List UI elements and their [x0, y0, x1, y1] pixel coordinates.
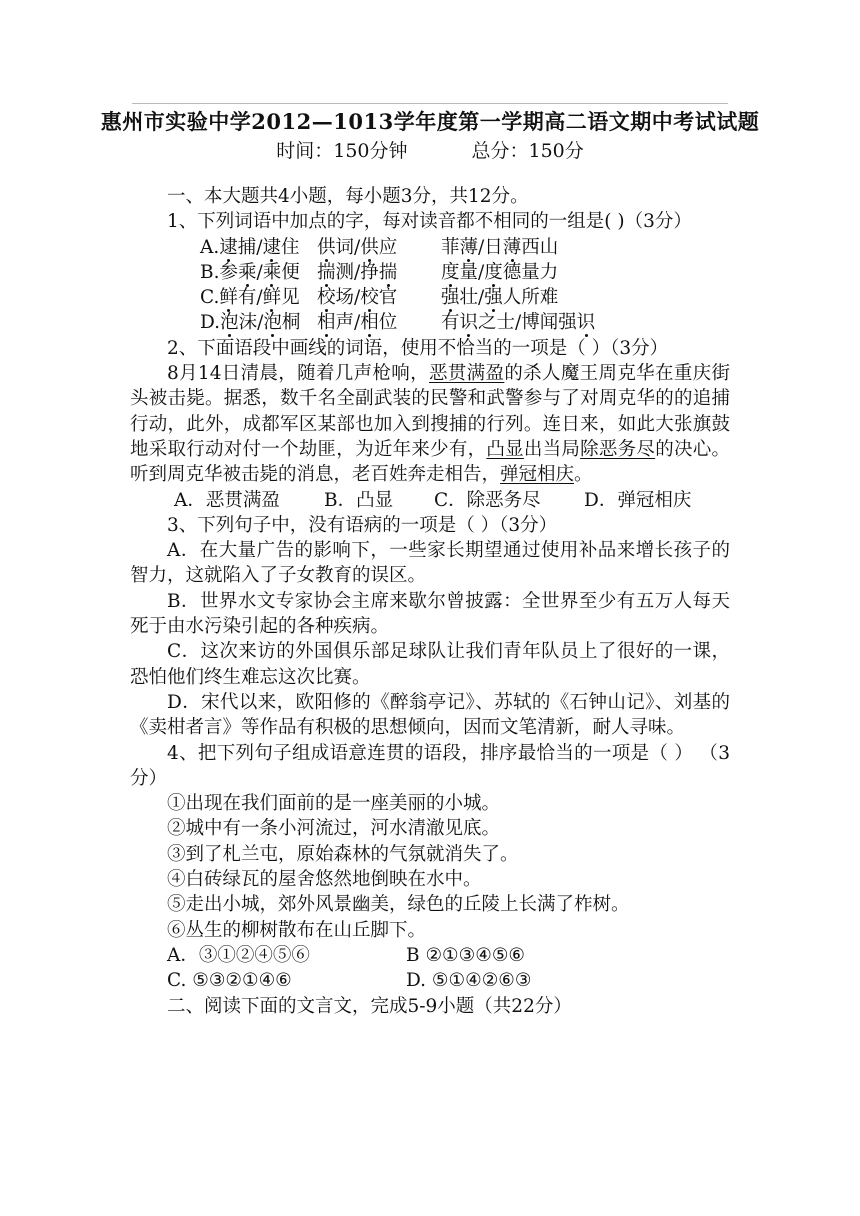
q1-b-part2: 揣测/挣揣 [317, 261, 398, 283]
q1-option-c [130, 285, 730, 310]
header-rule [132, 103, 728, 104]
q2-option-a: A．恶贯满盈 [174, 489, 280, 511]
q4-sentence-3: ③到了札兰屯，原始森林的气氛就消失了。 [167, 843, 519, 865]
q4-sentence-1: ①出现在我们面前的是一座美丽的小城。 [167, 793, 501, 815]
q2-passage-text: 出当局 [523, 438, 581, 460]
q1-stem: 1、下列词语中加点的字，每对读音都不相同的一组是( )（3分） [167, 211, 692, 233]
section2-heading: 二、阅读下面的文言文，完成5-9小题（共22分） [167, 995, 572, 1017]
q4-options-row1 [130, 943, 730, 968]
q2-passage-text: 。 [574, 464, 593, 486]
q2-stem: 2、下面语段中画线的词语，使用不恰当的一项是（ ）（3分） [167, 337, 669, 359]
q1-d-part1: D.泡沫/泡桐 [200, 312, 301, 334]
q3-option-a: A．在大量广告的影响下，一些家长期望通过使用补品来增长孩子的智力，这就陷入了子女教育的误区。 [130, 540, 730, 587]
q2-passage-text: 的杀人魔王周克华在重庆街头被击毙。据悉，数千名全副武装的民警和武警参与了对周克华的的追捕行动，此外，成都军区某部也加入到搜捕的行列。连日来，如此大张旗鼓地采取行动对付一个劫匪，为近年来少有， [130, 363, 730, 460]
exam-body [130, 184, 730, 1019]
q1-c-part2: 校场/校官 [317, 287, 398, 309]
q4-option-d: D. ⑤①④②⑥③ [406, 970, 532, 992]
q4-stem: 4、把下列句子组成语意连贯的语段，排序最恰当的一项是（ ） （3分） [130, 742, 730, 789]
q1-d-part3: 有识之士/博闻强识 [441, 312, 596, 334]
q1-a-part3: 菲薄/日薄西山 [441, 236, 559, 258]
q2-passage-text: 8月14日清晨，随着几声枪响， [167, 363, 429, 385]
q4-option-b: B ②①③④⑤⑥ [406, 944, 525, 966]
q1-a-part1: A.逮捕/逮住 [200, 236, 300, 258]
q2-passage-text: 的决心。听到周克华被击毙的消息，老百姓奔走相告， [130, 438, 730, 486]
q2-term-d: 弹冠相庆 [500, 464, 575, 486]
q1-option-d [130, 310, 730, 335]
exam-title: 惠州市实验中学2012—1013学年度第一学期高二语文期中考试试题 [100, 109, 760, 134]
q1-c-part3: 强壮/强人所难 [441, 287, 559, 309]
q4-option-c: C. ⑤③②①④⑥ [167, 970, 292, 992]
q4-sentence-6: ⑥丛生的柳树散布在山丘脚下。 [167, 919, 427, 941]
q3-stem: 3、下列句子中，没有语病的一项是（ ）（3分） [167, 514, 558, 536]
time-label: 时间：150分钟 [276, 140, 408, 162]
q4-sentence-5: ⑤走出小城，郊外风景幽美，绿色的丘陵上长满了柞树。 [167, 894, 630, 916]
q1-b-part1: B.参乘/乘便 [200, 261, 300, 283]
exam-subtitle [0, 136, 860, 163]
score-label: 总分：150分 [471, 140, 584, 162]
q2-option-b: B．凸显 [324, 489, 394, 511]
q2-passage [130, 361, 730, 487]
q4-sentence-4: ④白砖绿瓦的屋舍悠然地倒映在水中。 [167, 869, 482, 891]
q2-term-c: 除恶务尽 [580, 438, 656, 460]
q1-a-part2: 供词/供应 [317, 236, 398, 258]
q4-option-a: A．③①②④⑤⑥ [167, 944, 310, 966]
q2-option-d: D．弹冠相庆 [584, 489, 692, 511]
q1-c-part1: C.鲜有/鲜见 [200, 287, 300, 309]
section1-heading: 一、本大题共4小题，每小题3分，共12分。 [167, 186, 529, 207]
q4-options-row2 [130, 968, 730, 993]
q4-sentence-2: ②城中有一条小河流过，河水清澈见底。 [167, 818, 501, 840]
q1-d-part2: 相声/相位 [317, 312, 398, 334]
q2-option-c: C．除恶务尽 [434, 489, 541, 511]
q3-option-b: B．世界水文专家协会主席来歇尔曾披露：全世界至少有五万人每天死于由水污染引起的各种疾病。 [130, 590, 730, 638]
q2-term-b: 凸显 [486, 438, 524, 460]
q1-option-a [130, 235, 730, 260]
q2-options [130, 488, 730, 513]
q1-b-part3: 度量/度德量力 [441, 261, 559, 283]
q3-option-d: D．宋代以来，欧阳修的《醉翁亭记》、苏轼的《石钟山记》、刘基的《卖柑者言》等作品有积极的思想倾向，因而文笔清新，耐人寻味。 [130, 691, 730, 739]
q2-term-a: 恶贯满盈 [428, 363, 505, 385]
q1-option-b [130, 260, 730, 285]
q3-option-c: C．这次来访的外国俱乐部足球队让我们青年队员上了很好的一课，恐怕他们终生难忘这次比赛。 [130, 641, 730, 688]
